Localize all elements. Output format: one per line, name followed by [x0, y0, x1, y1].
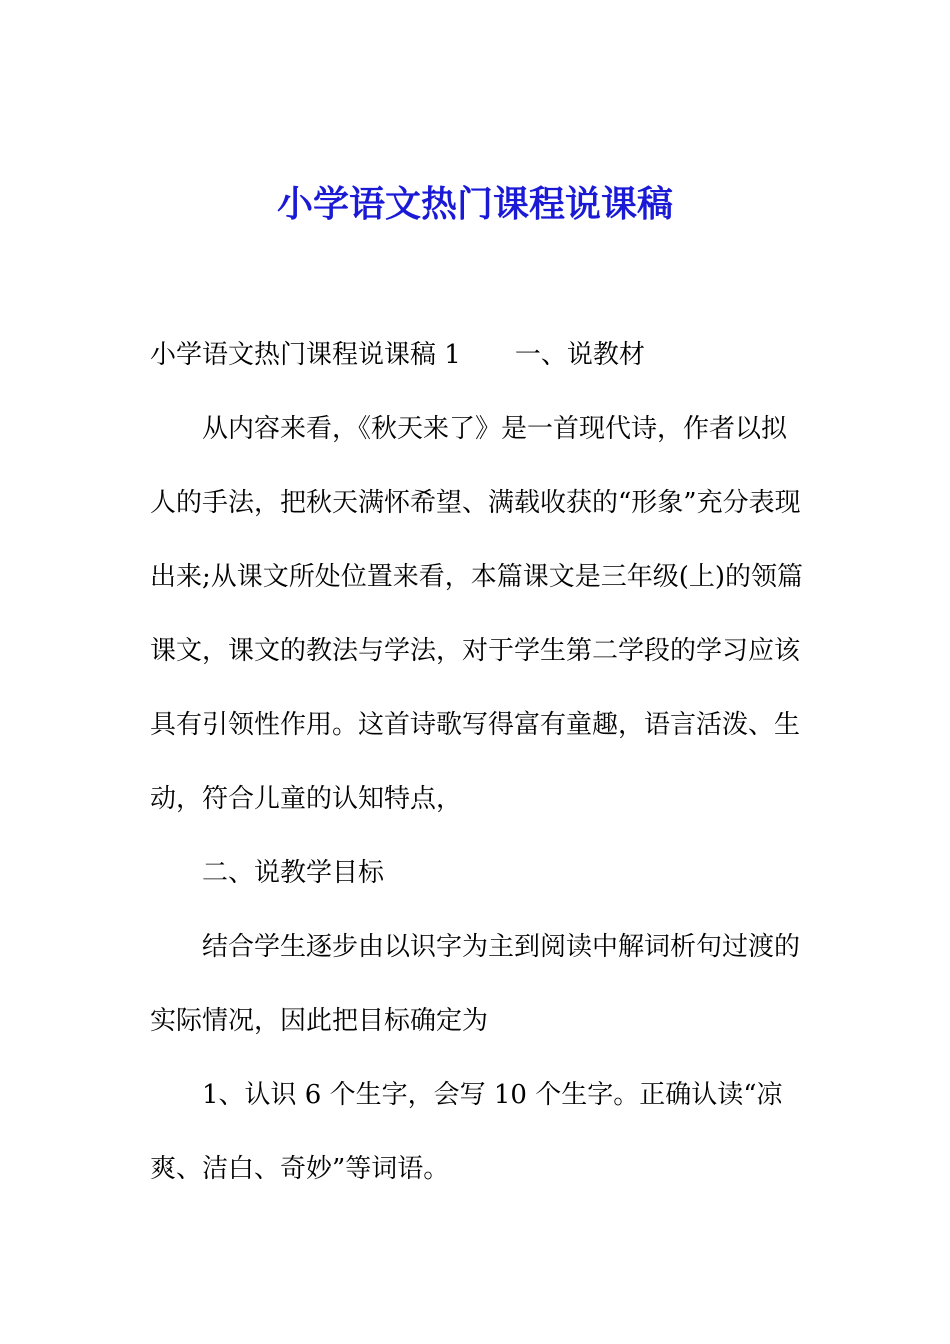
section-heading [150, 318, 810, 392]
document-body [150, 318, 810, 1206]
heading-left: 小学语文热门课程说课稿 1 [150, 340, 461, 370]
heading-right: 一、说教材 [514, 340, 645, 370]
paragraph-3: 结合学生逐步由以识字为主到阅读中解词析句过渡的实际情况，因此把目标确定为 [150, 932, 801, 1036]
paragraph-2: 二、说教学目标 [202, 858, 385, 888]
paragraph-4: 1、认识 6 个生字，会写 10 个生字。正确认读“凉爽、洁白、奇妙”等词语。 [150, 1080, 783, 1184]
document-title: 小学语文热门课程说课稿 [276, 183, 673, 225]
paragraph-1: 从内容来看，《秋天来了》是一首现代诗，作者以拟人的手法，把秋天满怀希望、满载收获的“形象”充分表现出来;从课文所处位置来看，本篇课文是三年级(上)的领篇课文，课文的教法与学法，对于学生第二学段的学习应该具有引领性作用。这首诗歌写得富有童趣，语言活泼、生动，符合儿童的认知特点， [150, 414, 804, 814]
